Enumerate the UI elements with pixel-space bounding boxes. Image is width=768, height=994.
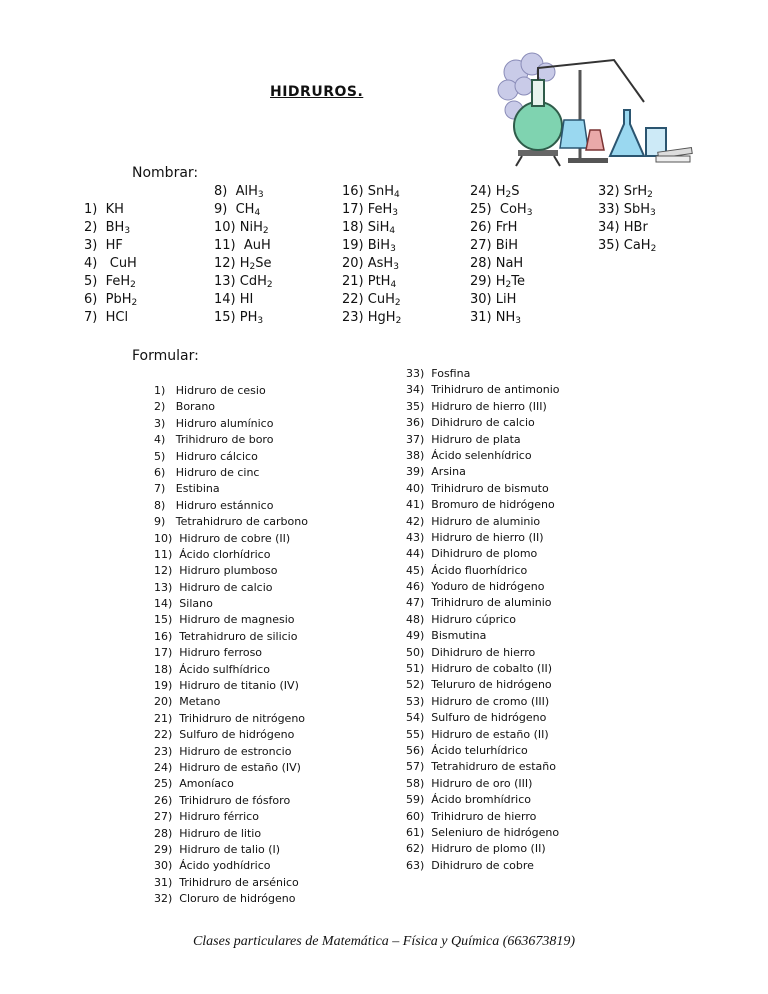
list-item: 49) Bismutina	[406, 629, 487, 643]
list-item: 21) Trihidruro de nitrógeno	[154, 711, 306, 725]
list-item: 43) Hidruro de hierro (II)	[406, 530, 544, 544]
list-item: 51) Hidruro de cobalto (II)	[406, 662, 553, 676]
list-item: 37) Hidruro de plata	[406, 432, 521, 446]
list-item: 5) FeH$_2$	[84, 274, 136, 290]
list-item: 57) Tetrahidruro de estaño	[406, 760, 556, 774]
list-item: 3) Hidruro alumínico	[154, 416, 274, 430]
list-item: 59) Ácido bromhídrico	[406, 793, 532, 807]
list-item: 41) Bromuro de hidrógeno	[406, 498, 555, 512]
list-item: 29) Hidruro de talio (I)	[154, 842, 281, 856]
list-item: 7) HCl	[84, 310, 129, 325]
list-item: 18) SiH$_4$	[342, 220, 396, 236]
list-item: 1) Hidruro de cesio	[154, 384, 266, 397]
list-item: 13) Hidruro de calcio	[154, 580, 273, 594]
list-item: 3) HF	[84, 238, 123, 253]
list-item: 10) Hidruro de cobre (II)	[154, 531, 291, 545]
list-item: 19) Hidruro de titanio (IV)	[154, 679, 299, 693]
list-item: 63) Dihidruro de cobre	[406, 858, 534, 872]
list-item: 22) CuH$_2$	[342, 292, 401, 308]
list-item: 32) SrH$_2$	[598, 184, 653, 200]
list-item: 27) Hidruro férrico	[154, 810, 259, 824]
nombrar-column-4	[470, 183, 532, 327]
list-item: 11) AuH	[214, 238, 271, 253]
list-item: 16) Tetrahidruro de silicio	[154, 629, 298, 643]
list-item: 60) Trihidruro de hierro	[406, 809, 537, 823]
list-item: 4) Trihidruro de boro	[154, 433, 274, 447]
nombrar-column-3	[342, 183, 401, 327]
list-item: 47) Trihidruro de aluminio	[406, 596, 552, 610]
list-item: 61) Seleniuro de hidrógeno	[406, 825, 560, 839]
list-item: 14) HI	[214, 292, 254, 307]
list-item: 42) Hidruro de aluminio	[406, 514, 541, 528]
nombrar-column-5	[598, 183, 656, 255]
list-item: 13) CdH$_2$	[214, 274, 273, 290]
list-item: 25) CoH$_3$	[470, 202, 533, 218]
list-item: 12) Hidruro plumboso	[154, 564, 278, 578]
list-item: 5) Hidruro cálcico	[154, 449, 258, 463]
list-item: 8) Hidruro estánnico	[154, 498, 274, 512]
list-item: 38) Ácido selenhídrico	[406, 448, 532, 462]
list-item: 6) Hidruro de cinc	[154, 465, 260, 479]
list-item: 15) Hidruro de magnesio	[154, 613, 295, 627]
list-item: 4) CuH	[84, 256, 137, 271]
formular-column-left	[154, 383, 308, 908]
list-item: 33) Fosfina	[406, 367, 471, 380]
list-item: 53) Hidruro de cromo (III)	[406, 694, 550, 708]
list-item: 56) Ácido telurhídrico	[406, 743, 528, 757]
list-item: 19) BiH$_3$	[342, 238, 396, 254]
list-item: 28) Hidruro de litio	[154, 826, 262, 840]
nombrar-column-1	[84, 201, 137, 327]
list-item: 9) $CH_4$	[214, 202, 261, 218]
list-item: 26) Trihidruro de fósforo	[154, 793, 291, 807]
list-item: 32) Cloruro de hidrógeno	[154, 892, 296, 906]
list-item: 9) Tetrahidruro de carbono	[154, 515, 308, 529]
list-item: 31) $NH_3$	[470, 310, 521, 326]
list-item: 14) Silano	[154, 597, 213, 611]
list-item: 29) $H_2Te$	[470, 274, 525, 290]
nombrar-label: Nombrar:	[132, 165, 199, 181]
list-item: 22) Sulfuro de hidrógeno	[154, 728, 295, 742]
list-item: 6) PbH$_2$	[84, 292, 138, 308]
list-item: 28) NaH	[470, 256, 524, 271]
list-item: 55) Hidruro de estaño (II)	[406, 727, 549, 741]
list-item: 34) Trihidruro de antimonio	[406, 383, 560, 397]
list-item: 18) Ácido sulfhídrico	[154, 662, 270, 676]
list-item: 15) $PH_3$	[214, 310, 264, 326]
list-item: 20) AsH$_3$	[342, 256, 399, 272]
list-item: 30) Ácido yodhídrico	[154, 859, 271, 873]
list-item: 24) Hidruro de estaño (IV)	[154, 760, 301, 774]
list-item: 46) Yoduro de hidrógeno	[406, 580, 545, 594]
list-item: 27) BiH	[470, 238, 519, 253]
list-item: 2) $BH_3$	[84, 220, 131, 236]
list-item: 35) Hidruro de hierro (III)	[406, 399, 547, 413]
nombrar-column-2	[214, 183, 273, 327]
page-title: HIDRUROS.	[270, 84, 364, 100]
list-item: 21) PtH$_4$	[342, 274, 397, 290]
list-item: 36) Dihidruro de calcio	[406, 416, 535, 430]
list-item: 25) Amoníaco	[154, 777, 234, 791]
list-item: 24) $H_2S$	[470, 184, 520, 200]
list-item: 17) FeH$_3$	[342, 202, 399, 218]
list-item: 39) Arsina	[406, 465, 466, 479]
list-item: 50) Dihidruro de hierro	[406, 645, 536, 659]
chemistry-lab-glassware-icon	[494, 50, 694, 168]
list-item: 54) Sulfuro de hidrógeno	[406, 711, 547, 725]
list-item: 10) NiH$_2$	[214, 220, 269, 236]
list-item: 12) $H_2Se$	[214, 256, 272, 272]
list-item: 7) Estibina	[154, 482, 220, 496]
list-item: 2) Borano	[154, 400, 216, 414]
list-item: 30) LiH	[470, 292, 517, 307]
list-item: 58) Hidruro de oro (III)	[406, 776, 533, 790]
list-item: 62) Hidruro de plomo (II)	[406, 842, 546, 856]
list-item: 17) Hidruro ferroso	[154, 646, 263, 660]
list-item: 34) HBr	[598, 220, 648, 235]
formular-column-right	[406, 366, 560, 874]
list-item: 1) KH	[84, 202, 124, 217]
list-item: 40) Trihidruro de bismuto	[406, 481, 549, 495]
list-item: 20) Metano	[154, 695, 221, 709]
list-item: 31) Trihidruro de arsénico	[154, 875, 299, 889]
footer-note: Clases particulares de Matemática – Física y Química (663673819)	[192, 934, 576, 949]
list-item: 8) AlH$_3$	[214, 184, 264, 200]
list-item: 16) SnH$_4$	[342, 184, 400, 200]
formular-label: Formular:	[132, 348, 199, 364]
list-item: 23) Hidruro de estroncio	[154, 744, 292, 758]
list-item: 35) CaH$_2$	[598, 238, 657, 254]
list-item: 33) SbH$_3$	[598, 202, 656, 218]
list-item: 48) Hidruro cúprico	[406, 612, 516, 626]
list-item: 52) Telururo de hidrógeno	[406, 678, 552, 692]
list-item: 23) HgH$_2$	[342, 310, 402, 326]
list-item: 11) Ácido clorhídrico	[154, 547, 271, 561]
list-item: 26) FrH	[470, 220, 518, 235]
list-item: 44) Dihidruro de plomo	[406, 547, 538, 561]
list-item: 45) Ácido fluorhídrico	[406, 563, 528, 577]
